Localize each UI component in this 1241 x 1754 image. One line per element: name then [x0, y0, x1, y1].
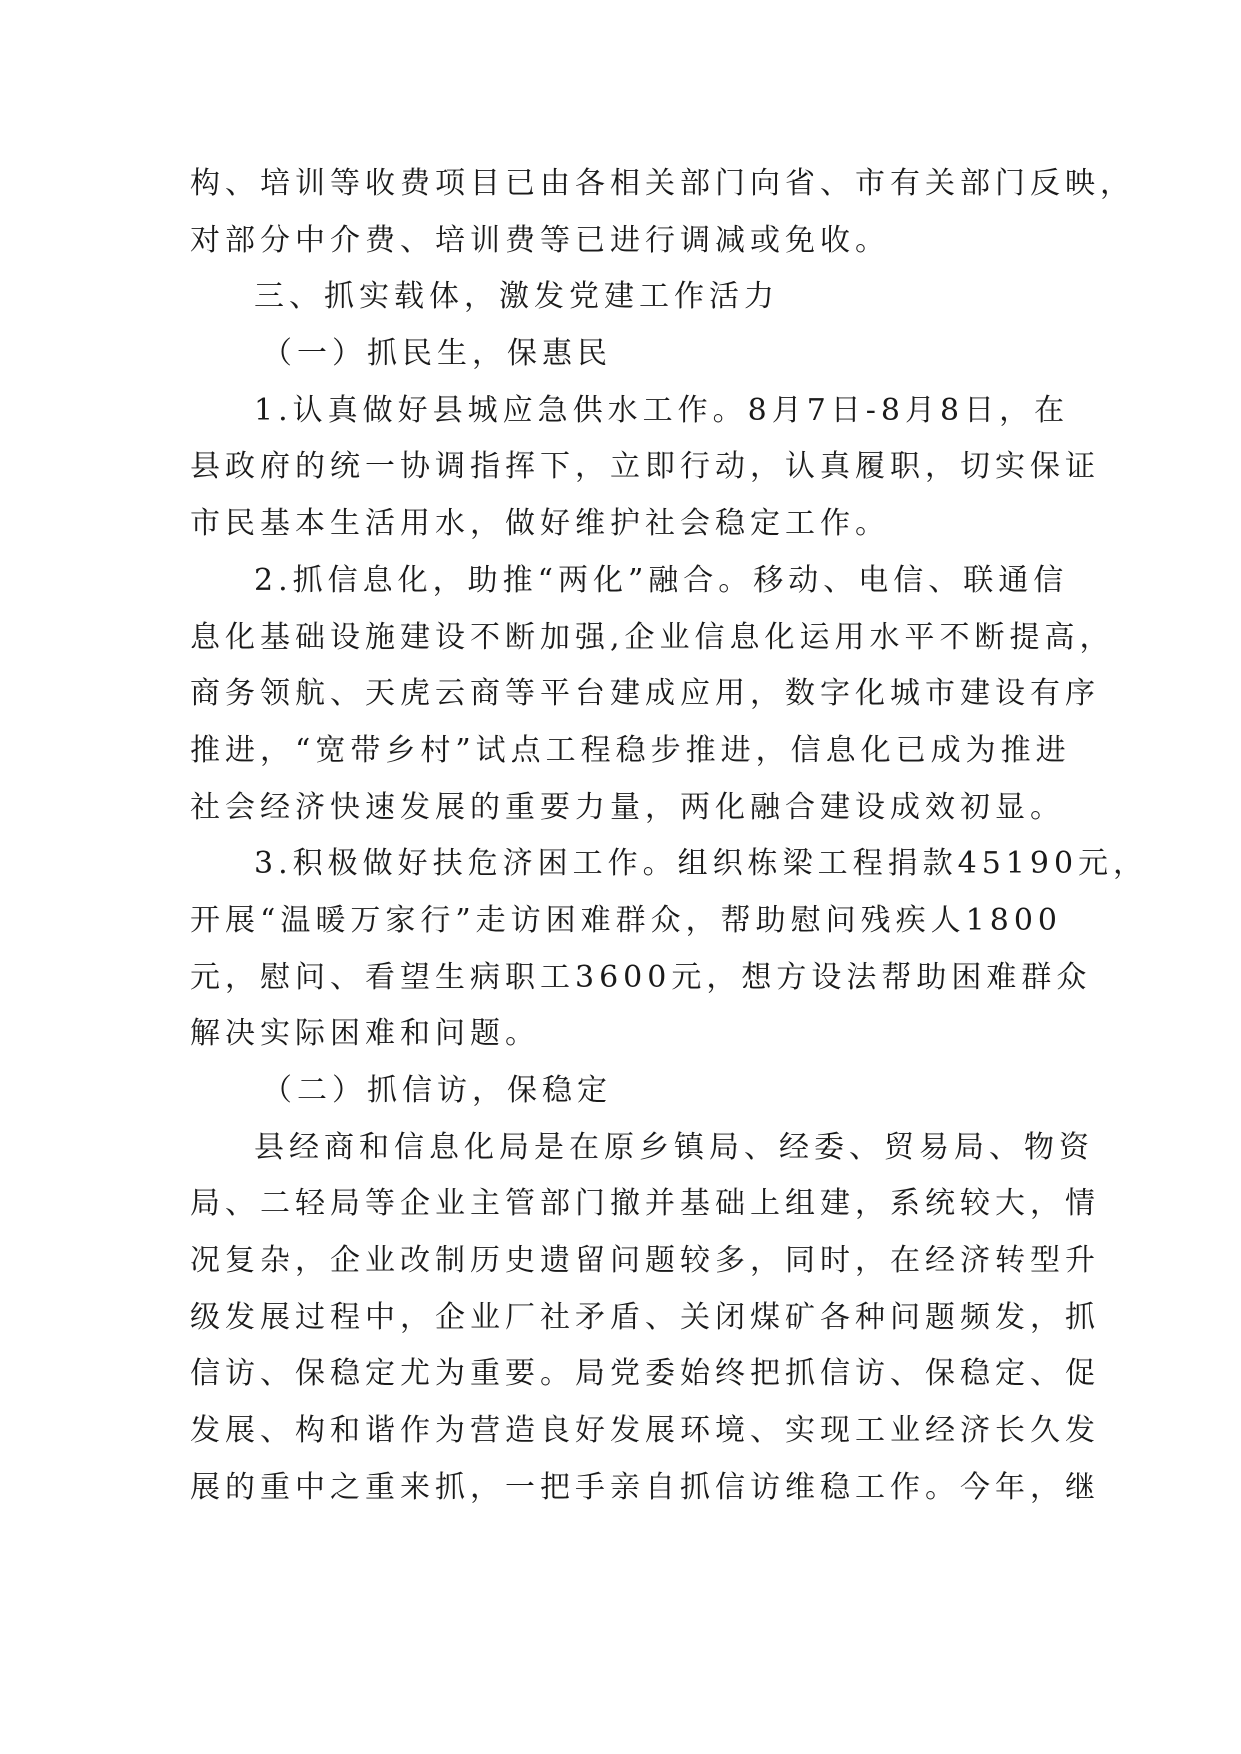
section-heading: 三、抓实载体，激发党建工作活力 — [254, 279, 779, 315]
body-line: 级发展过程中，企业厂社矛盾、关闭煤矿各种问题频发，抓 — [190, 1299, 1100, 1335]
subsection-heading: （一）抓民生，保惠民 — [262, 336, 612, 372]
body-line: 3.积极做好扶危济困工作。组织栋梁工程捐款45190元， — [254, 846, 1149, 882]
body-line: 社会经济快速发展的重要力量，两化融合建设成效初显。 — [190, 789, 1065, 825]
document-body — [190, 156, 1149, 1517]
body-line: 展的重中之重来抓，一把手亲自抓信访维稳工作。今年，继 — [190, 1469, 1100, 1505]
body-line: 对部分中介费、培训费等已进行调减或免收。 — [190, 222, 890, 258]
body-line: 开展“温暖万家行”走访困难群众，帮助慰问残疾人1800 — [190, 902, 1063, 938]
body-line: 2.抓信息化，助推“两化”融合。移动、电信、联通信 — [254, 562, 1069, 598]
body-line: 发展、构和谐作为营造良好发展环境、实现工业经济长久发 — [190, 1413, 1100, 1449]
subsection-heading: （二）抓信访，保稳定 — [262, 1073, 612, 1108]
body-line: 况复杂，企业改制历史遗留问题较多，同时，在经济转型升 — [190, 1243, 1100, 1279]
body-line: 息化基础设施建设不断加强,企业信息化运用水平不断提高， — [190, 619, 1115, 655]
body-line: 解决实际困难和问题。 — [190, 1016, 540, 1052]
body-line: 1.认真做好县城应急供水工作。8月7日-8月8日，在 — [254, 392, 1070, 428]
body-line: 商务领航、天虎云商等平台建成应用，数字化城市建设有序 — [190, 676, 1100, 712]
body-line: 局、二轻局等企业主管部门撤并基础上组建，系统较大，情 — [190, 1186, 1100, 1222]
body-line: 元，慰问、看望生病职工3600元，想方设法帮助困难群众 — [190, 959, 1092, 995]
body-line: 推进，“宽带乡村”试点工程稳步推进，信息化已成为推进 — [190, 732, 1071, 768]
body-line: 县政府的统一协调指挥下，立即行动，认真履职，切实保证 — [190, 449, 1100, 485]
body-line: 市民基本生活用水，做好维护社会稳定工作。 — [190, 506, 890, 542]
body-line: 县经商和信息化局是在原乡镇局、经委、贸易局、物资 — [254, 1129, 1094, 1165]
body-line: 构、培训等收费项目已由各相关部门向省、市有关部门反映， — [190, 166, 1135, 201]
body-line: 信访、保稳定尤为重要。局党委始终把抓信访、保稳定、促 — [190, 1356, 1100, 1392]
